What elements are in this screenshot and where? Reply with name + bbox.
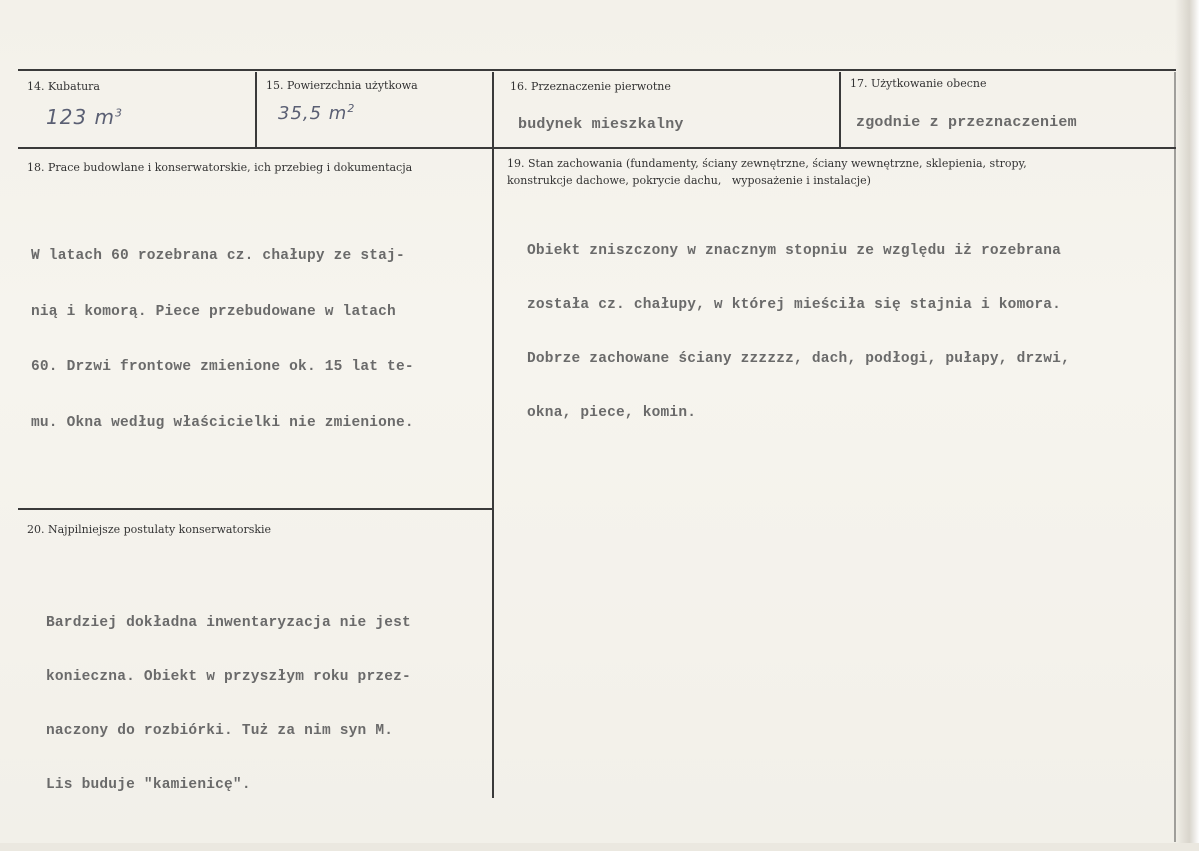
uzytkowanie-value: zgodnie z przeznaczeniem [856,114,1077,131]
prace-line: nią i komorą. Piece przebudowane w latach [31,303,396,320]
col-rule-2 [492,72,494,798]
postulaty-line: Bardziej dokładna inwentaryzacja nie jest [46,615,411,631]
przeznaczenie-label: 16. Przeznaczenie pierwotne [510,80,671,93]
col-rule-1 [255,72,257,148]
postulaty-label: 20. Najpilniejsze postulaty konserwatorskie [27,523,272,536]
prace-line: 60. Drzwi frontowe zmienione ok. 15 lat te- [31,359,414,375]
stan-line: Obiekt zniszczony w znacznym stopniu ze względu iż rozebrana [527,243,1062,259]
stan-text [527,206,1070,458]
powierzchnia-number: 35,5 m [278,103,348,124]
row-rule-1 [18,147,1176,149]
card-edge-shadow [1175,0,1199,851]
kubatura-exponent: 3 [115,106,124,120]
uzytkowanie-label: 17. Użytkowanie obecne [850,77,987,90]
stan-line: okna, piece, komin. [527,405,697,421]
powierzchnia-exponent: 2 [347,102,356,115]
przeznaczenie-value: budynek mieszkalny [518,116,684,133]
postulaty-line: Lis buduje "kamienicę". [46,777,251,793]
prace-label: 18. Prace budowlane i konserwatorskie, ich przebieg i dokumentacja [27,161,413,174]
stan-label-line-1: 19. Stan zachowania (fundamenty, ściany zewnętrzne, ściany wewnętrzne, sklepienia, stropy, [507,157,1027,170]
stan-label-line-2: konstrukcje dachowe, pokrycie dachu, wyposażenie i instalacje) [507,174,871,187]
stan-line: została cz. chałupy, w której mieściła się stajnia i komora. [527,297,1062,313]
col-rule-3 [839,72,841,148]
postulaty-line: naczony do rozbiórki. Tuż za nim syn M. [46,723,394,739]
kubatura-number: 123 m [46,105,116,129]
kubatura-value [46,105,123,129]
prace-text [31,210,414,469]
top-rule [18,69,1176,71]
stan-line: Dobrze zachowane ściany zzzzzz, dach, podłogi, pułapy, drzwi, [527,351,1070,367]
row-rule-2 [18,508,492,510]
prace-line: W latach 60 rozebrana cz. chałupy ze staj- [31,248,405,264]
card-bottom-edge [0,843,1199,851]
prace-line: mu. Okna według właścicielki nie zmienione. [31,414,414,431]
postulaty-text [46,578,411,830]
kubatura-label: 14. Kubatura [27,80,100,93]
powierzchnia-value [278,102,355,124]
postulaty-line: konieczna. Obiekt w przyszłym roku przez- [46,669,411,685]
powierzchnia-label: 15. Powierzchnia użytkowa [266,79,418,92]
